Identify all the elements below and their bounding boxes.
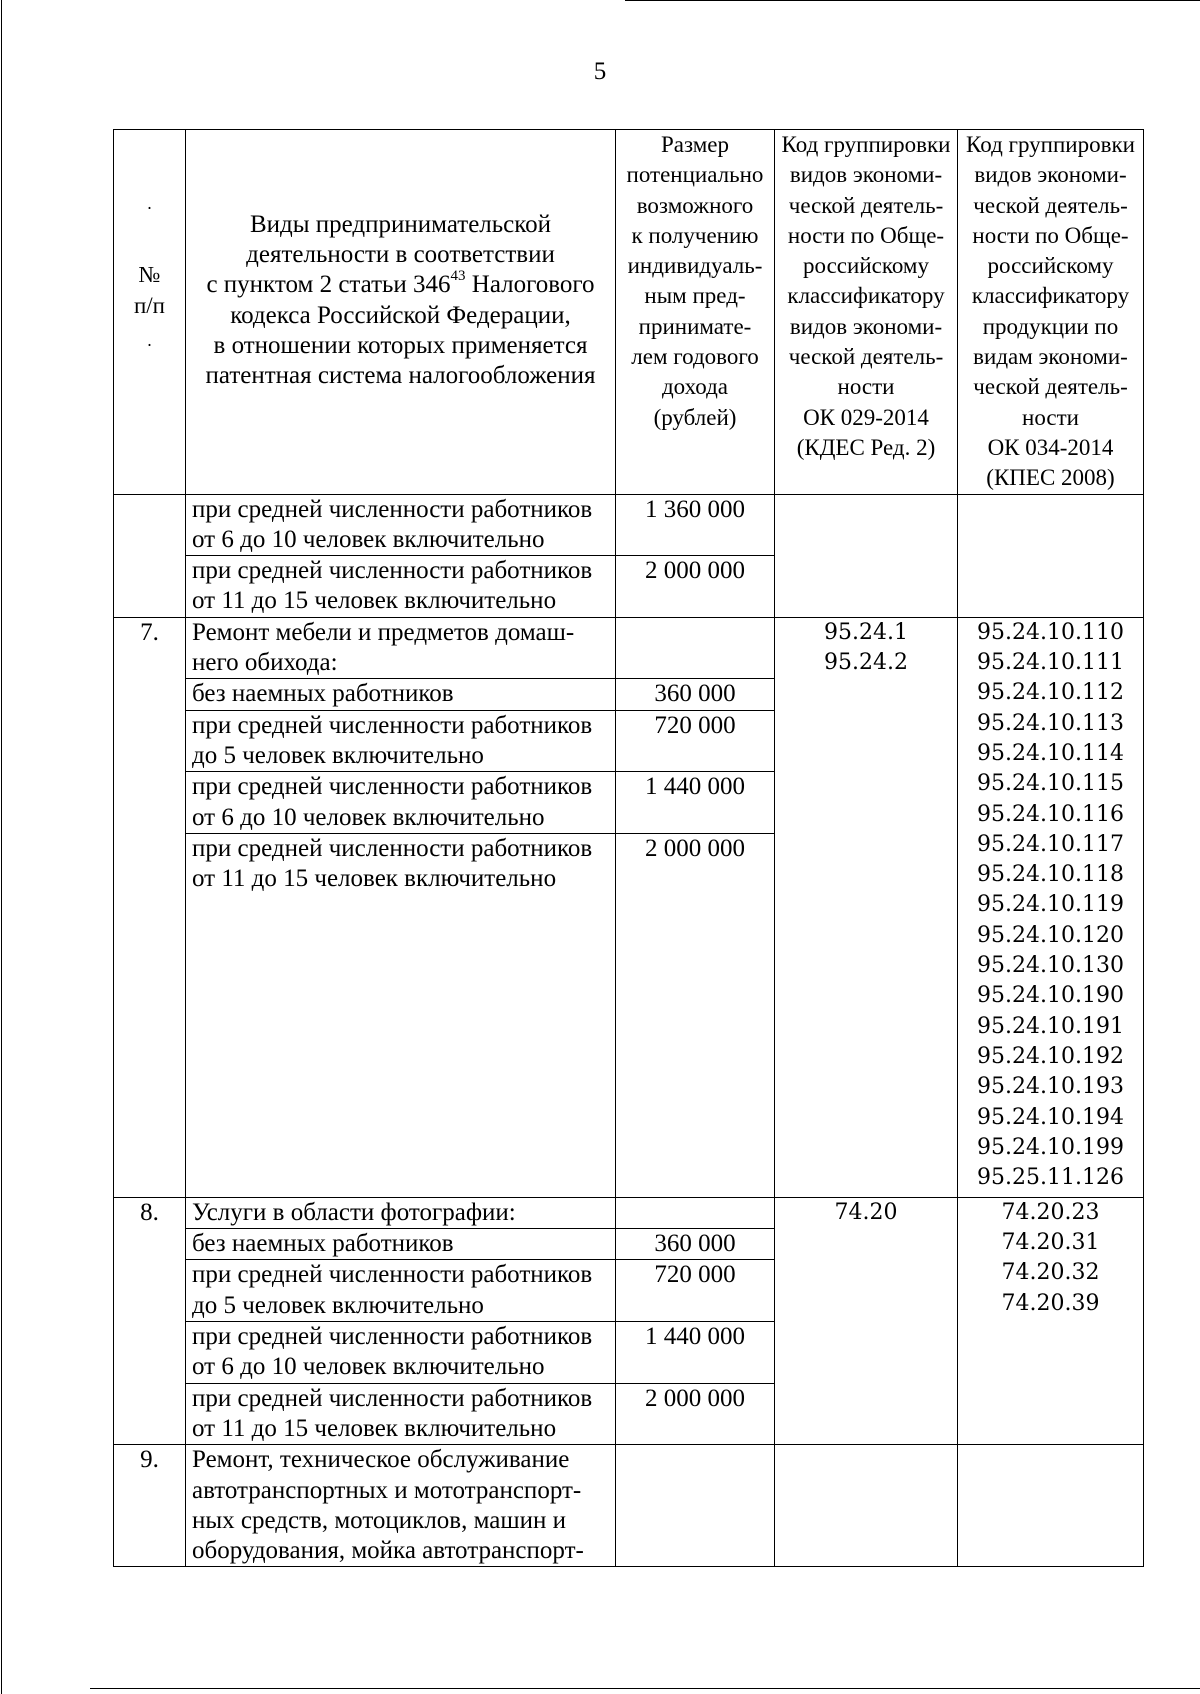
header-line: (КДЕС Ред. 2) [796, 434, 936, 460]
header-line: ческой деятель- [788, 344, 944, 370]
table-row [114, 494, 1144, 556]
okpd-code: 95.24.10.115 [977, 771, 1124, 797]
okpd-code: 74.20.39 [1001, 1290, 1100, 1316]
okpd-code: 95.24.10.116 [977, 801, 1124, 827]
desc-line: от 6 до 10 человек включительно [192, 1353, 545, 1381]
header-line: ческой деятель- [973, 374, 1128, 400]
desc-line: от 11 до 15 человек включительно [192, 587, 557, 615]
header-line [186, 270, 615, 300]
okpd-code: 95.24.10.111 [977, 650, 1124, 676]
header-line: Код группировки [781, 132, 951, 157]
desc-line: при средней численности работников [192, 834, 593, 862]
row-title-cell [186, 1445, 616, 1567]
header-line: ности по Обще- [972, 222, 1129, 248]
header-line: российскому [987, 253, 1114, 279]
header-line: потенциально [626, 162, 764, 188]
header-line: ческой деятель- [788, 192, 944, 218]
row-amount-cell: 2 000 000 [616, 833, 775, 1197]
row-title-cell [186, 1197, 616, 1228]
header-line: видов экономи- [789, 313, 943, 339]
header-line: видам экономи- [973, 344, 1128, 370]
header-line: ческой деятель- [973, 192, 1128, 218]
okpd-code: 95.24.10.192 [977, 1043, 1124, 1069]
okved-code: 95.24.2 [824, 650, 908, 676]
header-line: ным пред- [644, 283, 746, 309]
row-desc-cell [186, 833, 616, 1197]
row-number-cell: 8. [114, 1197, 186, 1444]
header-line: лем годового [631, 344, 759, 370]
header-line: патентная система налогообложения [205, 362, 596, 390]
header-col-okved [775, 130, 958, 495]
desc-line: автотранспортных и мототранспорт- [192, 1476, 582, 1504]
row-amount-cell: 720 000 [616, 1260, 775, 1322]
header-line: классификатору [787, 283, 945, 309]
okpd-code: 95.24.10.194 [977, 1104, 1124, 1130]
header-line: возможного [636, 192, 754, 218]
row-desc-cell [186, 679, 616, 710]
row-amount-cell: 2 000 000 [616, 556, 775, 618]
header-col-okpd [958, 130, 1144, 495]
desc-line: до 5 человек включительно [192, 1291, 484, 1319]
header-line: продукции по [982, 313, 1119, 339]
row-okpd-cell [958, 1445, 1144, 1567]
row-amount-cell [616, 1445, 775, 1567]
okpd-code: 95.24.10.120 [977, 922, 1124, 948]
row-desc-cell [186, 556, 616, 618]
okpd-code: 95.24.10.114 [977, 740, 1124, 766]
row-amount-cell: 720 000 [616, 710, 775, 772]
table-row [114, 1445, 1144, 1567]
desc-line: Ремонт мебели и предметов домаш- [192, 618, 575, 646]
desc-line: при средней численности работников [192, 557, 593, 585]
desc-line: без наемных работников [192, 680, 454, 708]
header-line: в отношении которых применяется [213, 332, 588, 360]
okved-code: 74.20 [834, 1199, 898, 1225]
okpd-code: 74.20.23 [1001, 1199, 1100, 1225]
header-line: деятельности в соответствии [246, 241, 555, 269]
header-line: ОК 034-2014 [987, 434, 1114, 460]
okpd-code: 95.24.10.190 [977, 983, 1124, 1009]
row-okpd-cell [958, 1197, 1144, 1444]
desc-line: при средней численности работников [192, 1261, 593, 1289]
table-row [114, 617, 1144, 679]
desc-line: при средней численности работников [192, 773, 593, 801]
header-fragment: с пунктом 2 статьи 346 [206, 271, 451, 299]
left-edge-rule [1, 0, 2, 1694]
header-line: индивидуаль- [627, 253, 763, 279]
desc-line: ных средств, мотоциклов, машин и [192, 1506, 566, 1534]
okpd-code: 95.24.10.117 [977, 831, 1124, 857]
desc-line: оборудования, мойка автотранспорт- [192, 1537, 584, 1565]
header-fragment: Налогового [465, 271, 595, 299]
row-amount-cell: 1 440 000 [616, 772, 775, 834]
row-okved-cell [775, 1197, 958, 1444]
row-desc-cell [186, 710, 616, 772]
header-line: ности по Обще- [787, 222, 945, 248]
row-amount-cell: 1 440 000 [616, 1322, 775, 1384]
desc-line: от 6 до 10 человек включительно [192, 525, 545, 553]
row-desc-cell [186, 772, 616, 834]
row-amount-cell: 360 000 [616, 1229, 775, 1260]
header-line: кодекса Российской Федерации, [230, 301, 571, 329]
header-line: ности [1022, 404, 1079, 430]
header-line: видов экономи- [789, 162, 943, 188]
header-line: п/п [133, 292, 165, 318]
okpd-code: 95.24.10.193 [977, 1074, 1124, 1100]
header-dot: · [146, 335, 153, 356]
row-okved-cell [775, 1445, 958, 1567]
header-line: ОК 029-2014 [803, 404, 929, 430]
header-line: видов экономи- [974, 162, 1127, 188]
header-line: № [138, 262, 161, 288]
desc-line: Ремонт, техническое обслуживание [192, 1446, 570, 1474]
header-col-amount [616, 130, 775, 495]
okpd-code: 95.24.10.191 [977, 1013, 1124, 1039]
bottom-edge-rule [90, 1688, 1200, 1689]
desc-line: от 6 до 10 человек включительно [192, 803, 545, 831]
header-line: принимате- [638, 313, 752, 339]
row-number-cell: 9. [114, 1445, 186, 1567]
header-line: (рублей) [653, 404, 737, 430]
top-edge-rule [625, 0, 1200, 1]
article-superscript: 43 [450, 268, 466, 285]
row-amount-cell: 360 000 [616, 679, 775, 710]
okpd-code: 74.20.32 [1001, 1260, 1100, 1286]
okpd-code: 95.24.10.130 [977, 953, 1124, 979]
page-number: 5 [593, 58, 607, 85]
patent-activity-table [113, 129, 1144, 1567]
desc-line: при средней численности работников [192, 1384, 593, 1412]
desc-line: при средней численности работников [192, 1323, 593, 1351]
row-desc-cell [186, 494, 616, 556]
header-line: дохода [661, 374, 728, 400]
desc-line: от 11 до 15 человек включительно [192, 1414, 557, 1442]
header-line: Код группировки [966, 132, 1135, 157]
header-line: Размер [660, 132, 730, 157]
table-row [114, 1197, 1144, 1228]
header-col-number [114, 130, 186, 495]
okpd-code: 95.24.10.110 [977, 619, 1124, 645]
row-amount-cell: 1 360 000 [616, 494, 775, 556]
table-header-row [114, 130, 1144, 495]
row-desc-cell [186, 1229, 616, 1260]
okved-code: 95.24.1 [824, 619, 908, 645]
row-okved-cell [775, 617, 958, 1197]
row-number-cell [114, 494, 186, 617]
header-line: к получению [631, 222, 759, 248]
row-number-cell: 7. [114, 617, 186, 1197]
okpd-code: 95.24.10.118 [977, 862, 1124, 888]
header-col-activity [186, 130, 616, 495]
row-desc-cell [186, 1322, 616, 1384]
row-amount-cell: 2 000 000 [616, 1383, 775, 1445]
desc-line: при средней численности работников [192, 495, 593, 523]
header-dot: · [146, 198, 153, 219]
desc-line: Услуги в области фотографии: [192, 1198, 516, 1226]
row-okved-cell [775, 494, 958, 617]
okpd-code: 95.24.10.113 [977, 710, 1124, 736]
row-desc-cell [186, 1383, 616, 1445]
okpd-code: 74.20.31 [1001, 1230, 1100, 1256]
header-line: классификатору [971, 283, 1130, 309]
desc-line: при средней численности работников [192, 711, 593, 739]
row-desc-cell [186, 1260, 616, 1322]
header-line: Виды предпринимательской [249, 210, 552, 238]
okpd-code: 95.24.10.112 [977, 680, 1124, 706]
desc-line: от 11 до 15 человек включительно [192, 865, 557, 893]
desc-line: без наемных работников [192, 1230, 454, 1258]
row-okpd-cell [958, 617, 1144, 1197]
row-amount-cell [616, 1197, 775, 1228]
okpd-code: 95.24.10.119 [977, 892, 1124, 918]
desc-line: до 5 человек включительно [192, 741, 484, 769]
row-title-cell [186, 617, 616, 679]
row-amount-cell [616, 617, 775, 679]
row-okpd-cell [958, 494, 1144, 617]
header-line: российскому [803, 253, 929, 279]
header-line: (КПЕС 2008) [986, 465, 1115, 491]
header-line: ности [837, 374, 895, 400]
okpd-code: 95.25.11.126 [977, 1165, 1124, 1191]
desc-line: него обихода: [192, 649, 338, 677]
okpd-code: 95.24.10.199 [977, 1134, 1124, 1160]
